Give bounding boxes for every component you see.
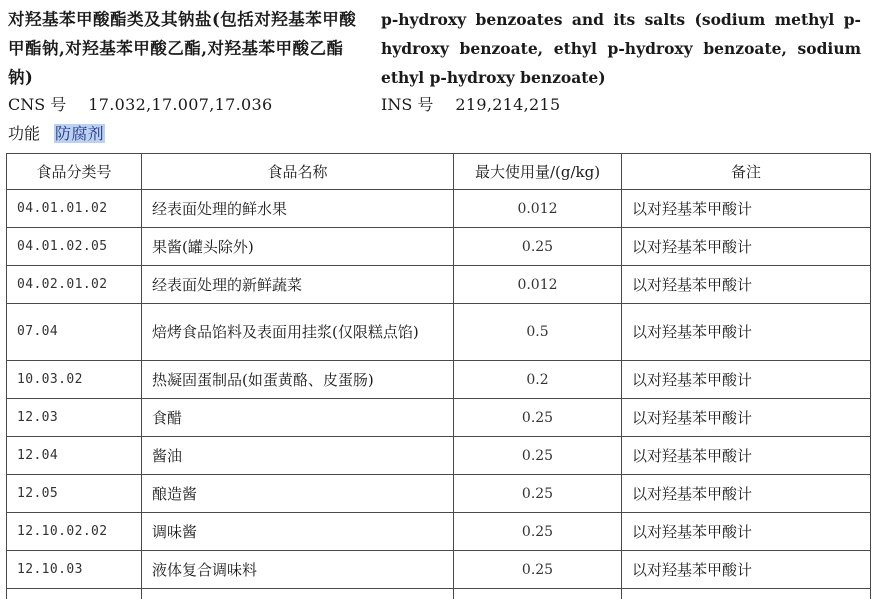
column-header-category-code: 食品分类号 [7,154,142,190]
max-usage: 0.25 [454,228,622,266]
empty-cell [454,589,622,600]
category-code: 04.02.01.02 [7,266,142,304]
food-name: 焙烤食品馅料及表面用挂浆(仅限糕点馅) [142,304,454,361]
max-usage: 0.25 [454,437,622,475]
food-name: 酱油 [142,437,454,475]
food-name: 经表面处理的新鲜蔬菜 [142,266,454,304]
function-label: 功能 [8,124,41,143]
function-line [8,123,105,145]
max-usage: 0.2 [454,361,622,399]
remark: 以对羟基苯甲酸计 [622,266,871,304]
table-row [7,437,871,475]
remark: 以对羟基苯甲酸计 [622,475,871,513]
category-code: 04.01.01.02 [7,190,142,228]
food-name: 食醋 [142,399,454,437]
empty-cell [142,589,454,600]
max-usage: 0.25 [454,399,622,437]
remark: 以对羟基苯甲酸计 [622,304,871,361]
remark: 以对羟基苯甲酸计 [622,361,871,399]
column-header-food-name: 食品名称 [142,154,454,190]
max-usage: 0.25 [454,551,622,589]
food-name: 果酱(罐头除外) [142,228,454,266]
remark: 以对羟基苯甲酸计 [622,551,871,589]
max-usage: 0.5 [454,304,622,361]
table-row [7,190,871,228]
remark: 以对羟基苯甲酸计 [622,190,871,228]
ins-label: INS 号 [381,95,434,114]
cns-number [8,94,272,116]
remark: 以对羟基苯甲酸计 [622,228,871,266]
max-usage: 0.012 [454,190,622,228]
max-usage: 0.012 [454,266,622,304]
food-name: 经表面处理的鲜水果 [142,190,454,228]
table-row [7,266,871,304]
ins-value: 219,214,215 [455,95,561,114]
food-name: 热凝固蛋制品(如蛋黄酪、皮蛋肠) [142,361,454,399]
additive-header [0,0,880,150]
category-code: 12.03 [7,399,142,437]
table-row [7,361,871,399]
cns-label: CNS 号 [8,95,67,114]
table-row [7,228,871,266]
chinese-title: 对羟基苯甲酸酯类及其钠盐(包括对羟基苯甲酸甲酯钠,对羟基苯甲酸乙酯,对羟基苯甲酸乙酯钠) [8,10,357,87]
remark: 以对羟基苯甲酸计 [622,399,871,437]
empty-cell [7,589,142,600]
cns-value: 17.032,17.007,17.036 [88,95,273,114]
table-row [7,304,871,361]
table-row [7,551,871,589]
remark: 以对羟基苯甲酸计 [622,513,871,551]
food-name: 酿造酱 [142,475,454,513]
category-code: 07.04 [7,304,142,361]
english-title: p-hydroxy benzoates and its salts (sodium methyl p-hydroxy benzoate, ethyl p-hydroxy benzoate, sodium ethyl p-hydroxy benzoate) [381,10,861,87]
function-value-selected[interactable]: 防腐剂 [55,124,104,143]
table-row [7,399,871,437]
category-code: 12.05 [7,475,142,513]
usage-table [6,153,871,599]
category-code: 12.10.02.02 [7,513,142,551]
remark: 以对羟基苯甲酸计 [622,437,871,475]
ins-number [381,94,560,116]
empty-cell [622,589,871,600]
column-header-max-usage: 最大使用量/(g/kg) [454,154,622,190]
category-code: 12.04 [7,437,142,475]
food-name: 调味酱 [142,513,454,551]
column-header-remarks: 备注 [622,154,871,190]
max-usage: 0.25 [454,513,622,551]
table-row-cutoff [7,589,871,600]
category-code: 12.10.03 [7,551,142,589]
category-code: 10.03.02 [7,361,142,399]
table-header-row [7,154,871,190]
food-name: 液体复合调味料 [142,551,454,589]
category-code: 04.01.02.05 [7,228,142,266]
max-usage: 0.25 [454,475,622,513]
table-row [7,513,871,551]
table-row [7,475,871,513]
